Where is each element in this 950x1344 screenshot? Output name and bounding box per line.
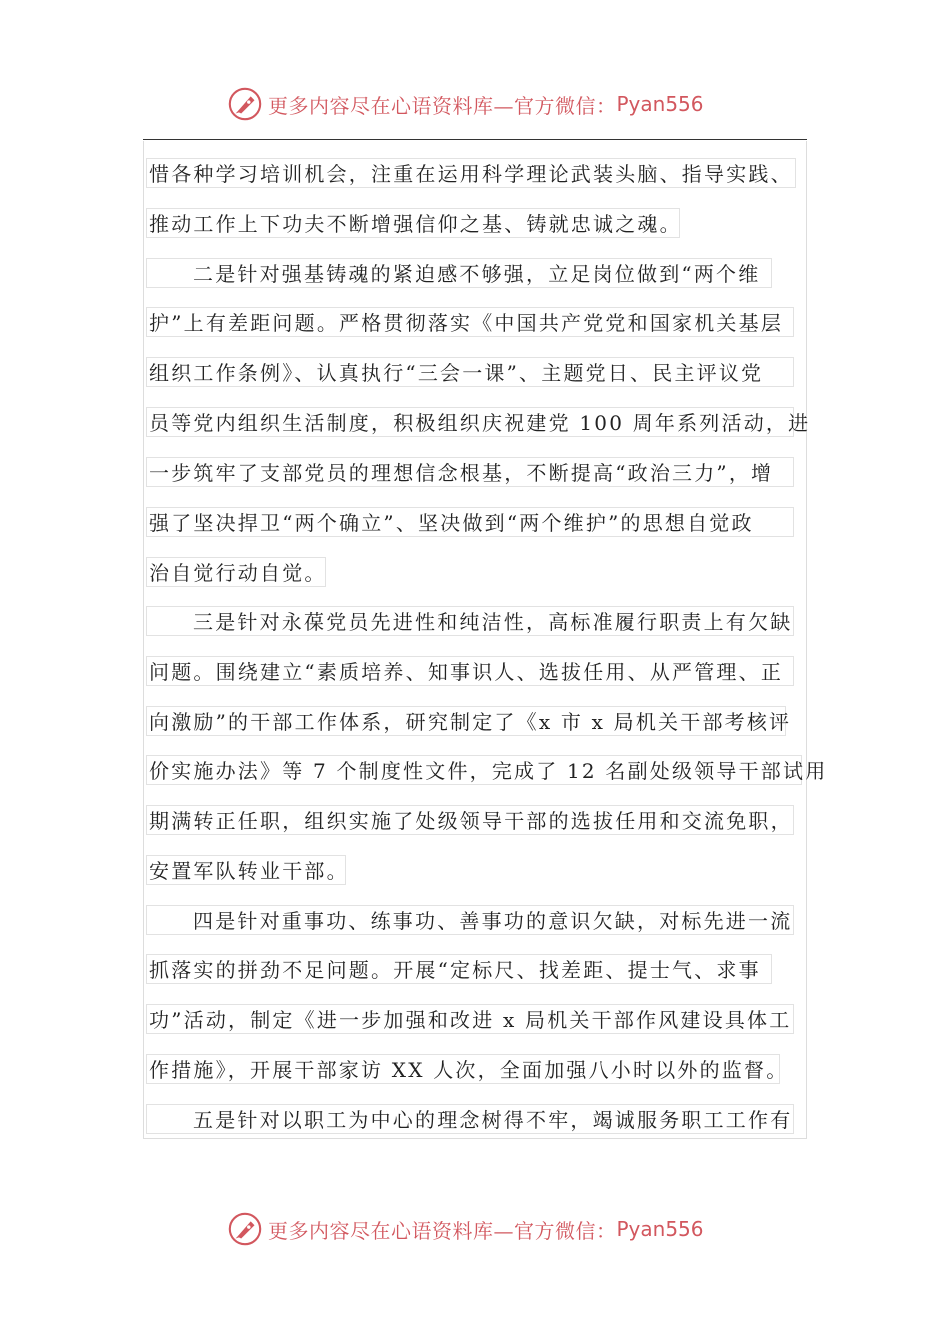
footer-banner <box>0 1207 950 1251</box>
text-line: 问题。围绕建立“素质培养、知事识人、选拔任用、从严管理、正 <box>146 656 794 686</box>
content-frame <box>143 141 807 1139</box>
banner-content <box>226 1207 704 1251</box>
text-line: 三是针对永葆党员先进性和纯洁性，高标准履行职责上有欠缺 <box>146 606 794 636</box>
text-line: 二是针对强基铸魂的紧迫感不够强，立足岗位做到“两个维 <box>146 258 772 288</box>
text-line: 五是针对以职工为中心的理念树得不牢，竭诚服务职工工作有 <box>146 1104 794 1134</box>
text-line: 功”活动，制定《进一步加强和改进 x 局机关干部作风建设具体工 <box>146 1004 794 1034</box>
banner-content <box>226 82 704 126</box>
text-line: 员等党内组织生活制度，积极组织庆祝建党 100 周年系列活动，进 <box>146 407 794 437</box>
text-line: 期满转正任职，组织实施了处级领导干部的选拔任用和交流免职， <box>146 805 794 835</box>
text-line: 抓落实的拼劲不足问题。开展“定标尺、找差距、提士气、求事 <box>146 954 772 984</box>
banner-text: 更多内容尽在心语资料库—官方微信： <box>268 93 617 118</box>
banner-wechat-id: Pyan556 <box>616 92 704 116</box>
header-banner <box>0 82 950 126</box>
pen-nib-icon <box>226 1210 264 1248</box>
text-line: 四是针对重事功、练事功、善事功的意识欠缺，对标先进一流 <box>146 905 794 935</box>
text-line: 一步筑牢了支部党员的理想信念根基，不断提高“政治三力”，增 <box>146 457 794 487</box>
banner-wechat-id: Pyan556 <box>616 1217 704 1241</box>
text-line: 强了坚决捍卫“两个确立”、坚决做到“两个维护”的思想自觉政 <box>146 507 794 537</box>
banner-text: 更多内容尽在心语资料库—官方微信： <box>268 1218 617 1243</box>
text-line: 向激励”的干部工作体系，研究制定了《x 市 x 局机关干部考核评 <box>146 706 786 736</box>
text-line: 安置军队转业干部。 <box>146 855 346 885</box>
text-line: 价实施办法》等 7 个制度性文件，完成了 12 名副处级领导干部试用 <box>146 755 802 785</box>
text-line: 惜各种学习培训机会，注重在运用科学理论武装头脑、指导实践、 <box>146 158 796 188</box>
text-line: 组织工作条例》、认真执行“三会一课”、主题党日、民主评议党 <box>146 357 794 387</box>
text-line: 护”上有差距问题。严格贯彻落实《中国共产党党和国家机关基层 <box>146 307 794 337</box>
text-line: 治自觉行动自觉。 <box>146 557 326 587</box>
pen-nib-icon <box>226 85 264 123</box>
top-divider <box>143 139 807 140</box>
text-line: 作措施》，开展干部家访 XX 人次，全面加强八小时以外的监督。 <box>146 1054 780 1084</box>
text-line: 推动工作上下功夫不断增强信仰之基、铸就忠诚之魂。 <box>146 208 680 238</box>
